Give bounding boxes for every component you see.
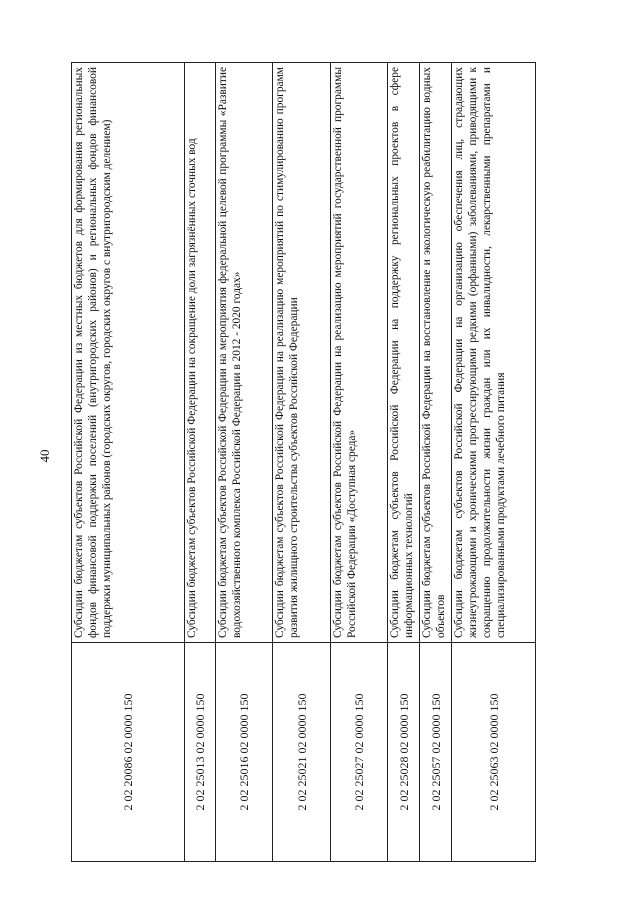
rotated-table-container <box>71 62 527 862</box>
budget-code-cell: 2 02 25027 02 0000 150 <box>331 643 388 862</box>
budget-code-cell: 2 02 25021 02 0000 150 <box>273 643 331 862</box>
description-cell: Субсидии бюджетам субъектов Российской Федерации на поддержку региональных проектов в сфере информационных технологий <box>388 63 420 643</box>
description-cell: Субсидии бюджетам субъектов Российской Федерации на мероприятия федеральной целевой программы «Развитие водохозяйственного комплекса Российской Федерации в 2012 - 2020 годах» <box>216 63 273 643</box>
table-row <box>420 63 452 862</box>
page-number: 40 <box>37 449 52 463</box>
description-cell: Субсидии бюджетам субъектов Российской Федерации из местных бюджетов для формирования региональных фондов финансовой поддержки поселений (внутригородских районов) и региональных фондов финансовой поддержки муниципальных районов (городских округов, городских округов с внутригородским делением) <box>72 63 185 643</box>
table-row <box>388 63 420 862</box>
budget-code-cell: 2 02 25013 02 0000 150 <box>185 643 216 862</box>
budget-code-cell: 2 02 25063 02 0000 150 <box>452 643 536 862</box>
table-row <box>216 63 273 862</box>
table-row <box>185 63 216 862</box>
table-row <box>273 63 331 862</box>
table-row <box>72 63 185 862</box>
table-row <box>331 63 388 862</box>
budget-code-cell: 2 02 25016 02 0000 150 <box>216 643 273 862</box>
description-cell: Субсидии бюджетам субъектов Российской Федерации на организацию обеспечения лиц, страдающих жизнеугрожающими и хроническими прогрессирующими редкими (орфанными) заболеваниями, приводящими к сокращению продолжительности жизни граждан или их инвалидности, лекарственными препаратами и специализированными продуктами лечебного питания <box>452 63 536 643</box>
budget-code-cell: 2 02 25028 02 0000 150 <box>388 643 420 862</box>
description-cell: Субсидии бюджетам субъектов Российской Федерации на сокращение доли загрязнённых сточных вод <box>185 63 216 643</box>
budget-code-cell: 2 02 25057 02 0000 150 <box>420 643 452 862</box>
description-cell: Субсидии бюджетам субъектов Российской Федерации на реализацию мероприятий государственной программы Российской Федерации «Доступная среда» <box>331 63 388 643</box>
table-row <box>452 63 536 862</box>
budget-code-cell: 2 02 20086 02 0000 150 <box>72 643 185 862</box>
description-cell: Субсидии бюджетам субъектов Российской Федерации на восстановление и экологическую реабилитацию водных объектов <box>420 63 452 643</box>
description-cell: Субсидии бюджетам субъектов Российской Федерации на реализацию мероприятий по стимулированию программ развития жилищного строительства субъектов Российской Федерации <box>273 63 331 643</box>
budget-codes-table <box>71 62 536 862</box>
